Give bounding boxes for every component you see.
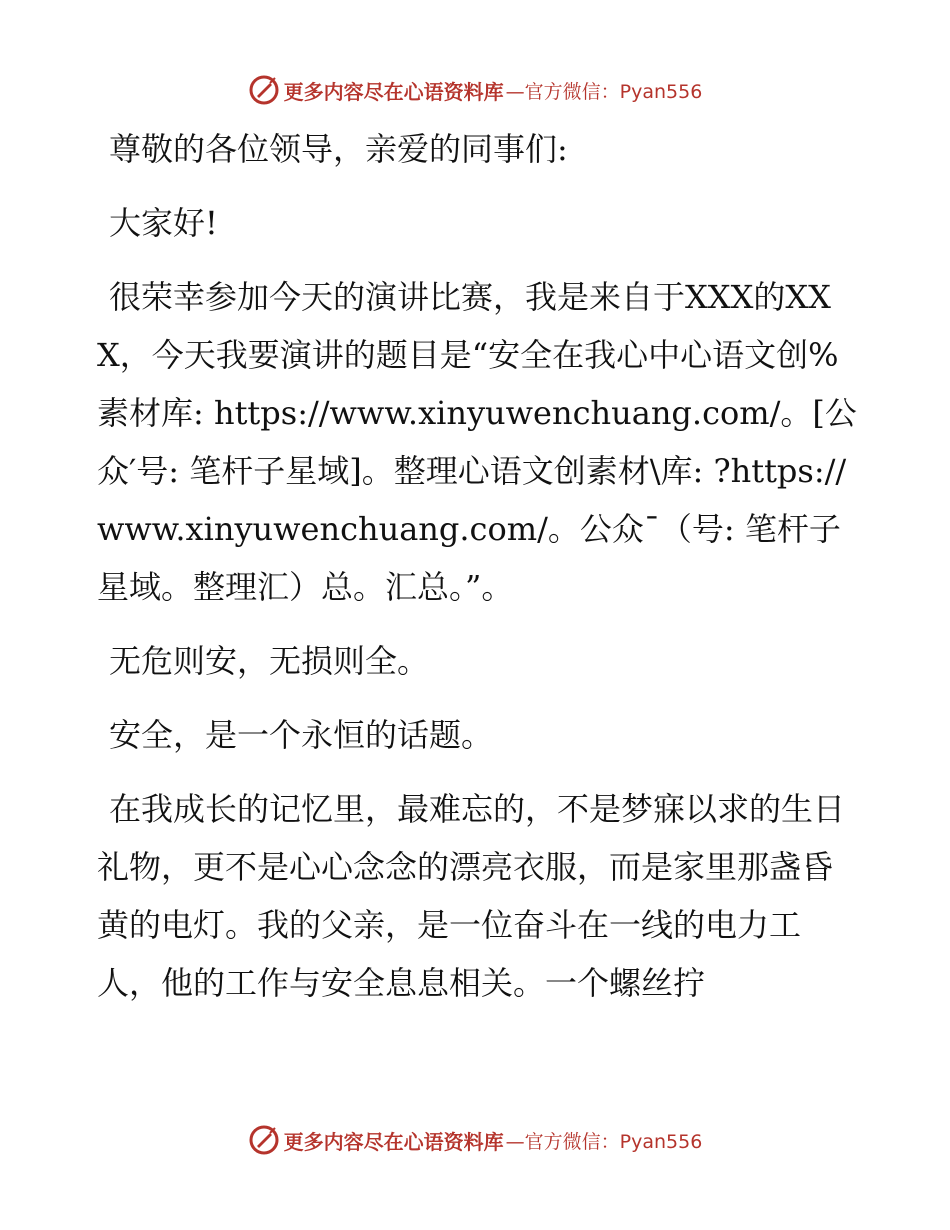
banner-sub-text: —官方微信：Pyan556 xyxy=(505,1130,703,1153)
greeting: 大家好! xyxy=(109,204,218,242)
paragraph-safety-motto: 无危则安，无损则全。 xyxy=(109,642,430,680)
banner-sub-text: —官方微信：Pyan556 xyxy=(505,80,703,103)
quill-pen-logo-icon xyxy=(248,74,280,106)
paragraph-memory: 在我成长的记忆里，最难忘的，不是梦寐以求的生日礼物，更不是心心念念的漂亮衣服，而是家里那盏昏黄的电灯。我的父亲，是一位奋斗在一线的电力工人，他的工作与安全息息相关。一个螺丝拧 xyxy=(97,790,846,1002)
header-banner xyxy=(0,70,950,110)
banner-main-text: 更多内容尽在心语资料库 xyxy=(283,1129,504,1154)
salutation: 尊敬的各位领导，亲爱的同事们: xyxy=(109,130,568,168)
document-body xyxy=(97,120,857,1012)
footer-banner xyxy=(0,1120,950,1160)
paragraph-safety-topic: 安全，是一个永恒的话题。 xyxy=(109,716,494,754)
intro-paragraph: 很荣幸参加今天的演讲比赛，我是来自于XXX的XXX，今天我要演讲的题目是“安全在我心中心语文创%素材库: https://www.xinyuwenchuang.com/。[公众′号: 笔杆子星域]。整理心语文创素材\库: ?https://www.xinyuwenchuang.com/。公众¯（号: 笔杆子星域。整理汇）总。汇总。”。 xyxy=(97,278,857,606)
banner-main-text: 更多内容尽在心语资料库 xyxy=(283,79,504,104)
quill-pen-logo-icon xyxy=(248,1124,280,1156)
